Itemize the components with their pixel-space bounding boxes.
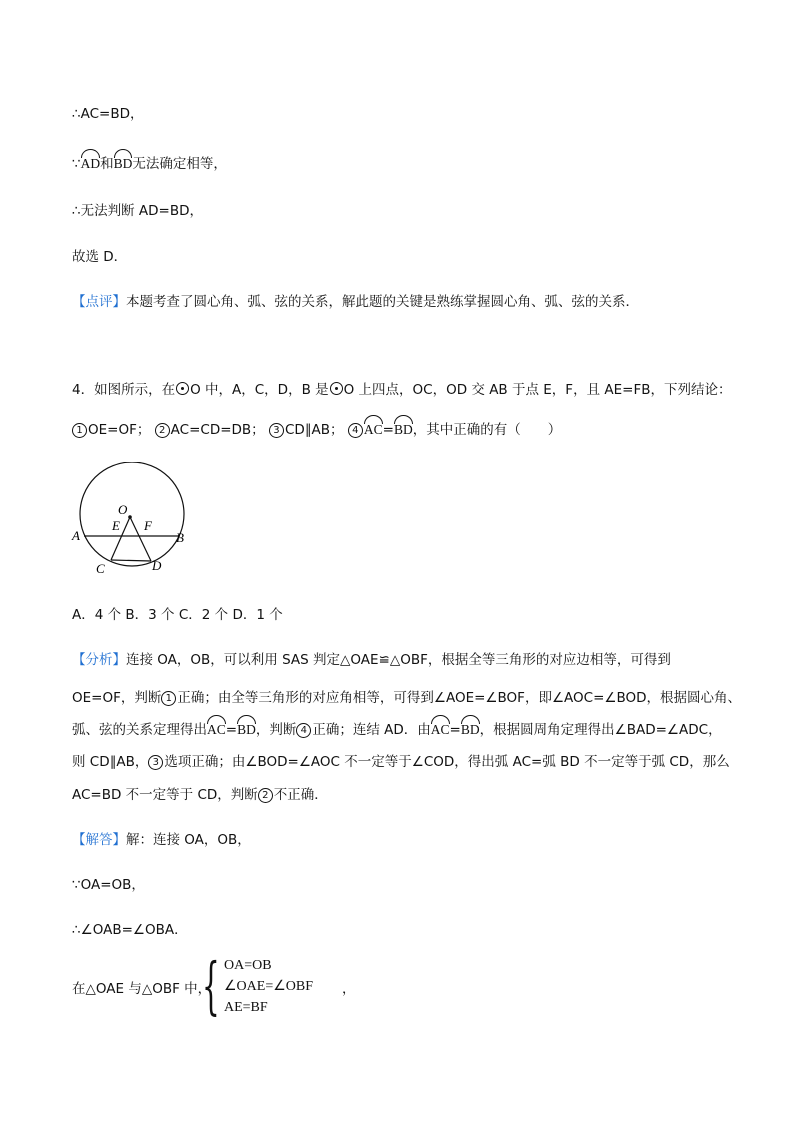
analysis-tag: 【分析】	[72, 652, 126, 668]
circle-o	[80, 462, 184, 566]
label-a: A	[72, 528, 80, 543]
solution-line-2: ∵OA=OB，	[72, 877, 145, 893]
circled-number-3: 3	[269, 423, 284, 438]
question-text-3: O 上四点，OC，OD 交 AB 于点 E，F，且 AE=FB，下列结论：	[343, 382, 732, 398]
line-answer: 故选 D．	[72, 249, 128, 265]
option-1-text: OE=OF；	[88, 422, 151, 438]
solution-line-1	[72, 830, 251, 850]
arc-ad: AD	[81, 152, 101, 174]
line-cannot-judge: ∴无法判断 AD=BD，	[72, 203, 203, 219]
circle-symbol-icon	[176, 382, 189, 395]
option-2-text: AC=CD=DB；	[170, 422, 265, 438]
solution-tag: 【解答】	[72, 832, 126, 848]
circled-number-4: 4	[348, 423, 363, 438]
label-b: B	[176, 530, 184, 545]
question-text-2: O 中，A，C，D，B 是	[190, 382, 329, 398]
arc-ac: AC	[431, 718, 450, 740]
arc-ac: AC	[207, 718, 226, 740]
system-row-2: ∠OAE=∠OBF	[224, 979, 314, 994]
analysis-line-1	[72, 650, 671, 670]
analysis-text: AC=BD 不一定等于 CD，判断	[72, 787, 258, 803]
label-d: D	[152, 558, 162, 573]
system-rows	[224, 955, 313, 1018]
analysis-text: 则 CD∥AB，	[72, 754, 149, 770]
analysis-text: 选项正确；由∠BOD=∠AOC 不一定等于∠COD，得出弧 AC=弧 BD 不一定等于弧 CD，那么	[164, 754, 730, 770]
option-3-text: CD∥AB；	[284, 422, 344, 438]
question-options	[72, 418, 561, 440]
because-symbol: ∵	[72, 156, 81, 172]
center-point	[128, 515, 132, 519]
answer-choices: A．4 个 B．3 个 C．2 个 D．1 个	[72, 607, 283, 623]
left-brace: {	[202, 949, 220, 1022]
label-e: E	[112, 518, 120, 533]
line-arcs-undetermined	[72, 152, 227, 174]
analysis-line-2	[72, 688, 741, 708]
analysis-text: ，判断	[255, 722, 297, 738]
system-label: 在△OAE 与△OBF 中，	[72, 981, 212, 997]
circled-number-1: 1	[161, 691, 176, 706]
comment-paragraph	[72, 292, 639, 312]
question-text-1: 4．如图所示，在	[72, 382, 176, 398]
comment-text: 本题考查了圆心角、弧、弦的关系，解此题的关键是熟练掌握圆心角、弧、弦的关系．	[126, 294, 639, 310]
equals-sign: =	[382, 422, 394, 438]
circled-number-2: 2	[258, 788, 273, 803]
equals-sign: =	[225, 722, 238, 738]
analysis-text: OE=OF，判断	[72, 690, 162, 706]
analysis-text: 连接 OA，OB，可以利用 SAS 判定△OAE≌△OBF，根据全等三角形的对应边相等，可得到	[126, 652, 671, 668]
circled-number-4: 4	[296, 723, 311, 738]
solution-line-3: ∴∠OAB=∠OBA．	[72, 922, 188, 938]
analysis-text: 正确；由全等三角形的对应角相等，可得到∠AOE=∠BOF，即∠AOC=∠BOD，根据圆心角、	[177, 690, 742, 706]
system-comma: ，	[342, 981, 356, 997]
arc-bd: BD	[461, 718, 480, 740]
equals-sign: =	[449, 722, 461, 738]
system-row-1: OA=OB	[224, 958, 272, 973]
line-ac-eq-bd: ∴AC=BD，	[72, 106, 144, 122]
arc-bd: BD	[114, 152, 133, 174]
analysis-text: 弧、弦的关系定理得出	[72, 722, 207, 738]
analysis-text: 不正确．	[273, 787, 328, 803]
circled-number-2: 2	[155, 423, 170, 438]
option-4-text: ，其中正确的有（ ）	[412, 422, 562, 438]
geometry-figure	[70, 462, 195, 580]
analysis-line-4	[72, 752, 730, 772]
arc-ac: AC	[364, 418, 383, 440]
analysis-line-5	[72, 785, 328, 805]
circled-number-3: 3	[148, 755, 163, 770]
question-stem	[72, 380, 731, 400]
solution-text: 解：连接 OA，OB，	[126, 832, 251, 848]
analysis-text: 正确；连结 AD．由	[312, 722, 431, 738]
label-f: F	[144, 518, 152, 533]
conjunction: 和	[100, 156, 114, 172]
arc-bd: BD	[237, 718, 256, 740]
label-o: O	[118, 502, 128, 517]
circle-symbol-icon	[330, 382, 343, 395]
circled-number-1: 1	[72, 423, 87, 438]
line-text: 无法确定相等，	[132, 156, 227, 172]
analysis-text: ，根据圆周角定理得出∠BAD=∠ADC，	[479, 722, 722, 738]
label-c: C	[96, 561, 105, 576]
system-row-3: AE=BF	[224, 1000, 268, 1015]
comment-tag: 【点评】	[72, 294, 126, 310]
segment-cd	[111, 560, 151, 561]
arc-bd: BD	[394, 418, 413, 440]
analysis-line-3	[72, 718, 722, 740]
